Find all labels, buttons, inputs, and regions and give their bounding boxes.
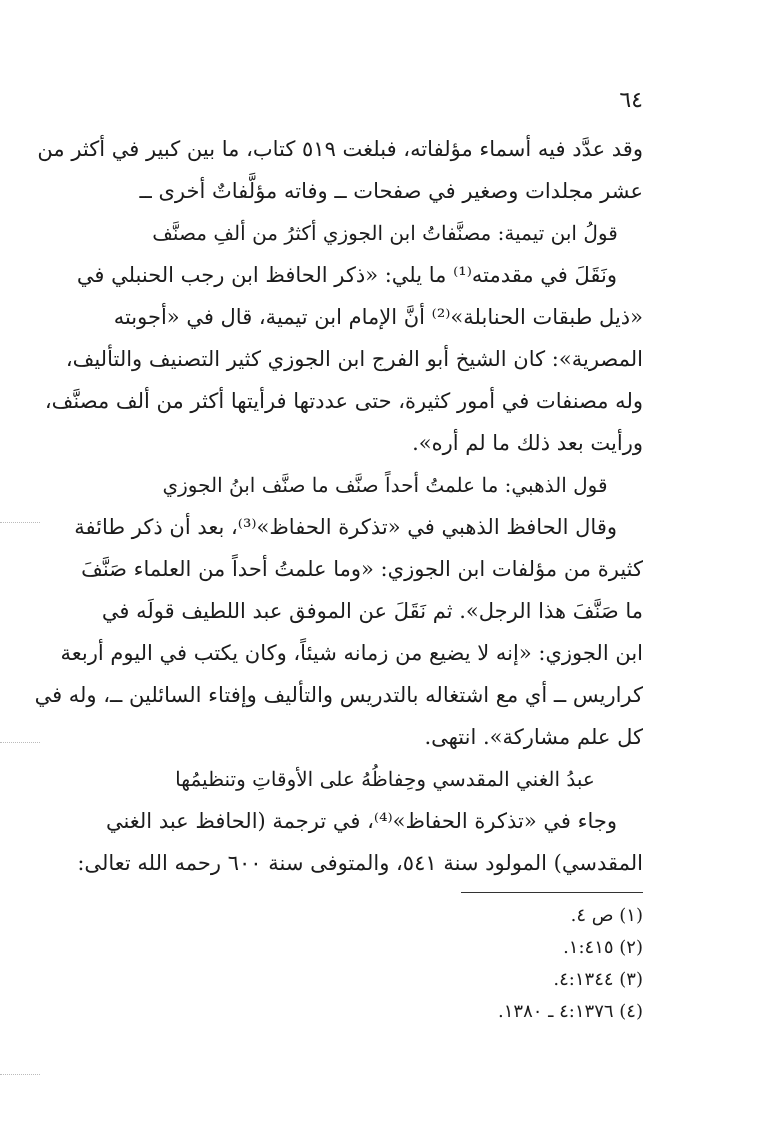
main-text — [34, 128, 643, 884]
text-line: كراريس ــ أي مع اشتغاله بالتدريس والتأليف وإفتاء السائلين ــ، وله في — [34, 683, 643, 707]
footnote: (٢) ١:٤١٥. — [563, 937, 643, 958]
text-line: ابن الجوزي: «إنه لا يضيع من زمانه شيئاً، وكان يكتب في اليوم أربعة — [60, 641, 643, 665]
page-number: ٦٤ — [619, 88, 643, 113]
text-line: وجاء في «تذكرة الحفاظ»⁽⁴⁾، في ترجمة (الحافظ عبد الغني — [105, 809, 617, 833]
text-line: «ذيل طبقات الحنابلة»⁽²⁾ أنَّ الإمام ابن تيمية، قال في «أجوبته — [113, 305, 643, 329]
text-line: كثيرة من مؤلفات ابن الجوزي: «وما علمتُ أحداً من العلماء صَنَّفَ — [81, 557, 643, 581]
footnote: (٣) ٤:١٣٤٤. — [553, 969, 643, 990]
scan-edge-mark — [0, 522, 40, 523]
footnote-divider — [461, 892, 643, 893]
section-heading-abd-al-ghani: عبدُ الغني المقدسي وحِفاظُهُ على الأوقاتِ وتنظيمُها — [175, 767, 595, 791]
section-heading-dhahabi: قول الذهبي: ما علمتُ أحداً صنَّف ما صنَّف ابنُ الجوزي — [162, 473, 608, 497]
footnote: (١) ص ٤. — [570, 905, 643, 926]
text-line: ورأيت بعد ذلك ما لم أره». — [412, 431, 643, 455]
scan-edge-mark — [0, 742, 40, 743]
text-line: وقد عدَّد فيه أسماء مؤلفاته، فبلغت ٥١٩ كتاب، ما بين كبير في أكثر من — [37, 137, 643, 161]
scan-edge-mark — [0, 1074, 40, 1075]
section-heading-ibn-taymiyya: قولُ ابن تيمية: مصنَّفاتُ ابن الجوزي أكثرُ من ألفِ مصنَّف — [152, 221, 618, 245]
text-line: ونَقَلَ في مقدمته⁽¹⁾ ما يلي: «ذكر الحافظ ابن رجب الحنبلي في — [76, 263, 617, 287]
text-line: ما صَنَّفَ هذا الرجل». ثم نَقَلَ عن الموفق عبد اللطيف قولَه في — [101, 599, 643, 623]
text-line: عشر مجلدات وصغير في صفحات ــ وفاته مؤلَّفاتٌ أخرى ــ — [139, 179, 643, 203]
footnote: (٤) ٤:١٣٧٦ ـ ١٣٨٠. — [498, 1001, 643, 1022]
text-line: كل علم مشاركة». انتهى. — [424, 725, 643, 749]
text-line: وقال الحافظ الذهبي في «تذكرة الحفاظ»⁽³⁾، بعد أن ذكر طائفة — [74, 515, 617, 539]
text-line: المصرية»: كان الشيخ أبو الفرج ابن الجوزي كثير التصنيف والتأليف، — [65, 347, 643, 371]
text-line: المقدسي) المولود سنة ٥٤١، والمتوفى سنة ٦٠٠ رحمه الله تعالى: — [77, 851, 643, 875]
text-line: وله مصنفات في أمور كثيرة، حتى عددتها فرأيتها أكثر من ألف مصنَّف، — [44, 389, 643, 413]
footnotes — [343, 900, 643, 1028]
